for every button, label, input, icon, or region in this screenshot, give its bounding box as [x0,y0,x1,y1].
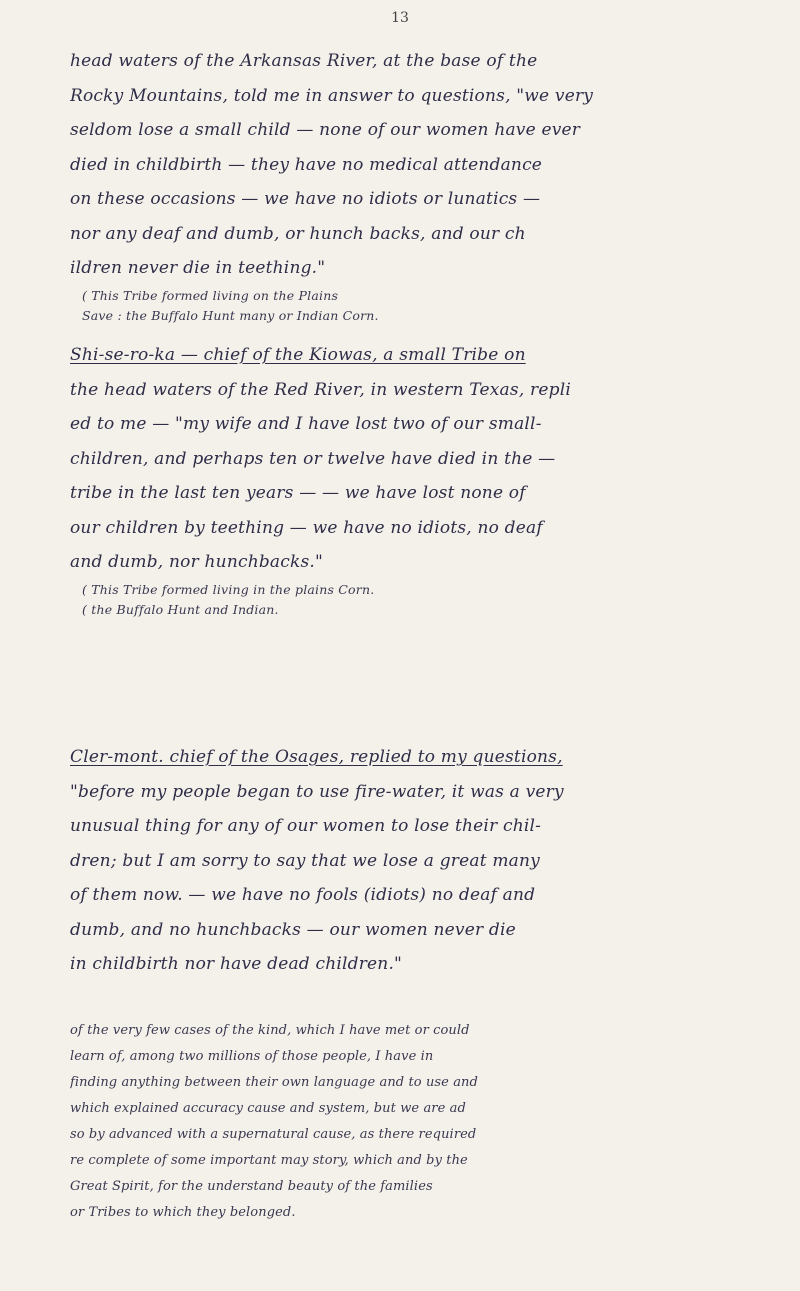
text-line: so by advanced with a supernatural cause, as there required [70,1127,477,1142]
text-line: our children by teething — we have no idiots, no deaf [70,517,543,538]
text-line: ed to me — "my wife and I have lost two of our small- [70,414,542,434]
text-line: which explained accuracy cause and system, but we are ad [70,1101,466,1116]
text-line: Rocky Mountains, told me in answer to questions, "we very [70,85,594,106]
paragraph-arkansas-tribe [70,44,750,326]
text-line: the head waters of the Red River, in western Texas, repli [70,379,571,400]
text-line: nor any deaf and dumb, or hunch backs, and our ch [70,223,526,244]
text-line: "before my people began to use fire-water, it was a very [70,781,564,802]
paragraph-kiowa-chief [70,338,750,620]
text-line: children, and perhaps ten or twelve have died in the — [70,448,556,469]
text-line: Cler-mont. chief of the Osages, replied to my questions, [70,747,563,767]
text-line: head waters of the Arkansas River, at the base of the [70,51,538,71]
page-number: 13 [391,10,409,26]
text-line: tribe in the last ten years — — we have lost none of [70,483,526,503]
text-line: or Tribes to which they belonged. [70,1205,296,1220]
margin-note: ( This Tribe formed living on the Plains [82,287,339,303]
text-line: finding anything between their own language and to use and [70,1075,478,1090]
margin-note: Save : the Buffalo Hunt many or Indian Corn. [82,307,379,323]
text-line: of the very few cases of the kind, which I have met or could [70,1023,470,1038]
text-line: unusual thing for any of our women to lose their chil- [70,816,542,836]
text-line: seldom lose a small child — none of our women have ever [70,120,581,140]
closing-paragraph [70,1018,760,1226]
text-line: of them now. — we have no fools (idiots) no deaf and [70,885,536,905]
text-line: Shi-se-ro-ka — chief of the Kiowas, a small Tribe on [70,345,526,365]
margin-note: ( the Buffalo Hunt and Indian. [82,601,279,617]
text-line: and dumb, nor hunchbacks." [70,552,324,572]
text-line: dren; but I am sorry to say that we lose a great many [70,850,540,871]
text-line: died in childbirth — they have no medical attendance [70,154,543,175]
text-line: ildren never die in teething." [70,258,326,278]
text-line: re complete of some important may story, which and by the [70,1153,468,1168]
text-line: Great Spirit, for the understand beauty of the families [70,1179,433,1194]
margin-note: ( This Tribe formed living in the plains Corn. [82,581,375,597]
text-line: dumb, and no hunchbacks — our women never die [70,919,516,940]
text-line: on these occasions — we have no idiots or lunatics — [70,189,541,209]
paragraph-osage-chief [70,740,750,982]
text-line: in childbirth nor have dead children." [70,954,403,974]
text-line: learn of, among two millions of those people, I have in [70,1049,434,1064]
